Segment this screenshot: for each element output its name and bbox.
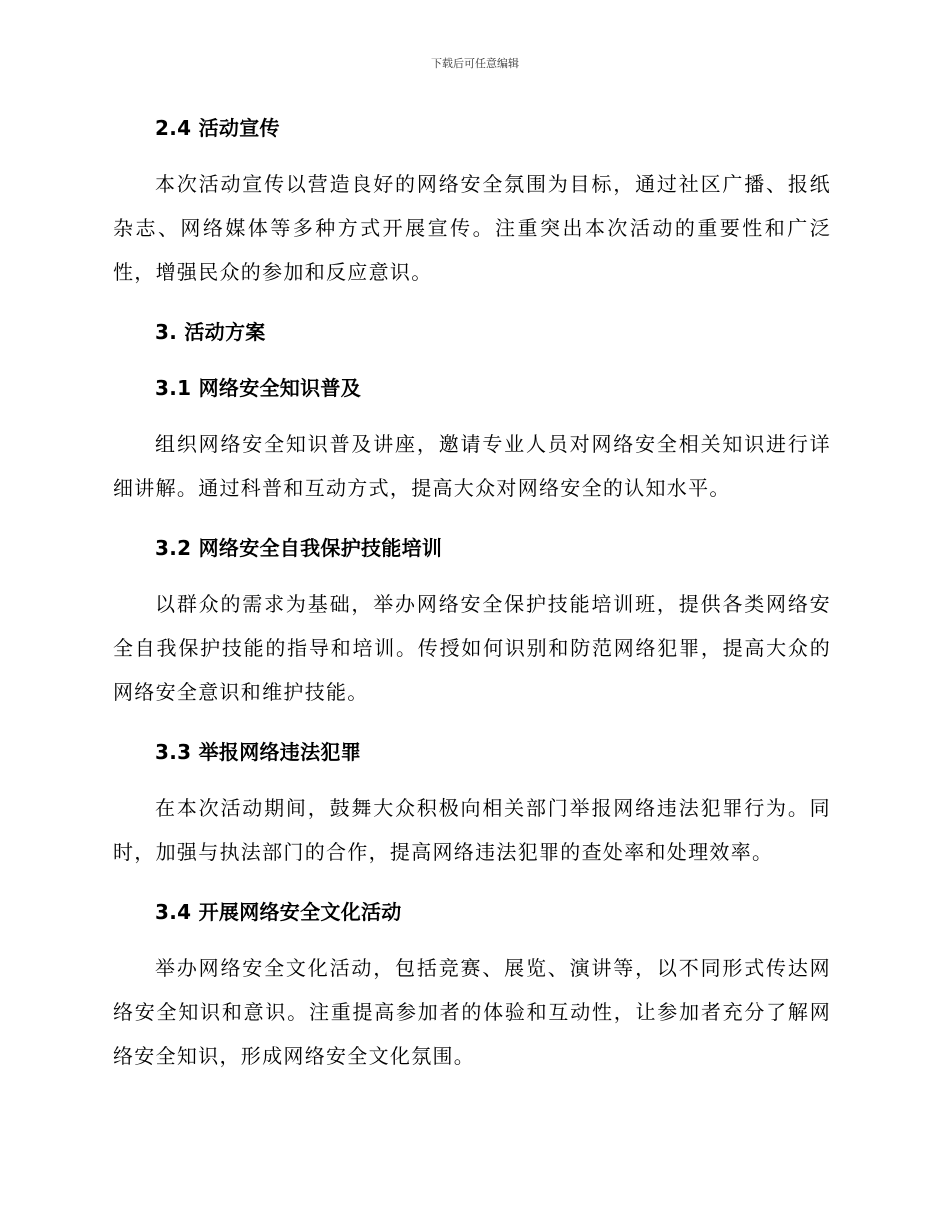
section-heading: 3.1 网络安全知识普及 [155,376,361,400]
section-heading: 3.3 举报网络违法犯罪 [155,740,361,764]
document-body [113,110,831,1078]
section-paragraph: 在本次活动期间，鼓舞大众积极向相关部门举报网络违法犯罪行为。同时，加强与执法部门的合作，提高网络违法犯罪的查处率和处理效率。 [113,796,831,864]
section-paragraph: 以群众的需求为基础，举办网络安全保护技能培训班，提供各类网络安全自我保护技能的指导和培训。传授如何识别和防范网络犯罪，提高大众的网络安全意识和维护技能。 [113,592,831,704]
section-paragraph: 组织网络安全知识普及讲座，邀请专业人员对网络安全相关知识进行详细讲解。通过科普和互动方式，提高大众对网络安全的认知水平。 [113,432,831,500]
header-note: 下载后可任意编辑 [431,57,519,70]
section-paragraph: 举办网络安全文化活动，包括竞赛、展览、演讲等，以不同形式传达网络安全知识和意识。注重提高参加者的体验和互动性，让参加者充分了解网络安全知识，形成网络安全文化氛围。 [113,956,831,1068]
section-heading: 3.2 网络安全自我保护技能培训 [155,536,443,560]
section-heading: 3.4 开展网络安全文化活动 [155,900,402,924]
section-heading: 3. 活动方案 [155,320,266,344]
section-paragraph: 本次活动宣传以营造良好的网络安全氛围为目标，通过社区广播、报纸杂志、网络媒体等多种方式开展宣传。注重突出本次活动的重要性和广泛性，增强民众的参加和反应意识。 [113,172,831,284]
section-heading: 2.4 活动宣传 [155,116,280,140]
